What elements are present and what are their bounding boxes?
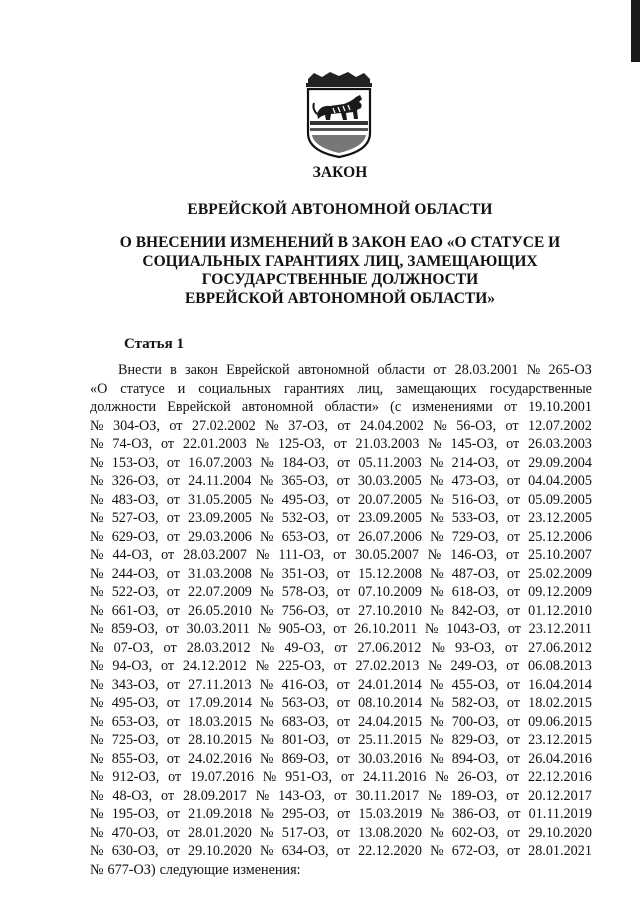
region-title: ЕВРЕЙСКОЙ АВТОНОМНОЙ ОБЛАСТИ bbox=[187, 201, 493, 218]
subject-line: ЕВРЕЙСКОЙ АВТОНОМНОЙ ОБЛАСТИ» bbox=[184, 289, 496, 307]
body-line: № 48-ОЗ, от 28.09.2017 № 143-ОЗ, от 30.11.2017 № 189-ОЗ, от 20.12.2017 bbox=[90, 787, 592, 804]
body-line: № 527-ОЗ, от 23.09.2005 № 532-ОЗ, от 23.09.2005 № 533-ОЗ, от 23.12.2005 bbox=[90, 510, 592, 526]
coat-of-arms-emblem bbox=[300, 71, 378, 159]
subject-line: О ВНЕСЕНИИ ИЗМЕНЕНИЙ В ЗАКОН ЕАО «О СТАТУСЕ И bbox=[119, 234, 561, 251]
body-line: № 470-ОЗ, от 28.01.2020 № 517-ОЗ, от 13.08.2020 № 602-ОЗ, от 29.10.2020 bbox=[90, 824, 592, 841]
body-line: № 677-ОЗ) следующие изменения: bbox=[90, 861, 301, 878]
body-line: № 859-ОЗ, от 30.03.2011 № 905-ОЗ, от 26.10.2011 № 1043-ОЗ, от 23.12.2011 bbox=[90, 621, 592, 637]
body-line: № 326-ОЗ, от 24.11.2004 № 365-ОЗ, от 30.03.2005 № 473-ОЗ, от 04.04.2005 bbox=[90, 473, 592, 489]
law-title: ЗАКОН bbox=[312, 164, 368, 181]
scan-edge-mark bbox=[631, 0, 640, 62]
body-line: № 304-ОЗ, от 27.02.2002 № 37-ОЗ, от 24.04.2002 № 56-ОЗ, от 12.07.2002 bbox=[90, 417, 592, 434]
body-line: № 07-ОЗ, от 28.03.2012 № 49-ОЗ, от 27.06.2012 № 93-ОЗ, от 27.06.2012 bbox=[90, 639, 592, 656]
body-line: № 912-ОЗ, от 19.07.2016 № 951-ОЗ, от 24.11.2016 № 26-ОЗ, от 22.12.2016 bbox=[90, 769, 592, 785]
body-line: «О статусе и социальных гарантиях лиц, замещающих государственные bbox=[90, 380, 592, 397]
body-line: № 195-ОЗ, от 21.09.2018 № 295-ОЗ, от 15.03.2019 № 386-ОЗ, от 01.11.2019 bbox=[90, 806, 592, 822]
body-line: № 94-ОЗ, от 24.12.2012 № 225-ОЗ, от 27.02.2013 № 249-ОЗ, от 06.08.2013 bbox=[90, 658, 592, 674]
body-line: № 343-ОЗ, от 27.11.2013 № 416-ОЗ, от 24.01.2014 № 455-ОЗ, от 16.04.2014 bbox=[90, 676, 592, 693]
body-line: № 153-ОЗ, от 16.07.2003 № 184-ОЗ, от 05.11.2003 № 214-ОЗ, от 29.09.2004 bbox=[90, 454, 592, 471]
article-body bbox=[90, 361, 592, 879]
body-line: № 630-ОЗ, от 29.10.2020 № 634-ОЗ, от 22.12.2020 № 672-ОЗ, от 28.01.2021 bbox=[90, 843, 592, 859]
body-line: должности Еврейской автономной области» (с изменениями от 19.10.2001 bbox=[90, 399, 592, 415]
article-heading: Статья 1 bbox=[124, 336, 184, 352]
body-line: Внести в закон Еврейской автономной области от 28.03.2001 № 265-ОЗ bbox=[118, 362, 592, 378]
body-line: № 725-ОЗ, от 28.10.2015 № 801-ОЗ, от 25.11.2015 № 829-ОЗ, от 23.12.2015 bbox=[90, 732, 592, 748]
body-line: № 661-ОЗ, от 26.05.2010 № 756-ОЗ, от 27.10.2010 № 842-ОЗ, от 01.12.2010 bbox=[90, 602, 592, 619]
body-line: № 522-ОЗ, от 22.07.2009 № 578-ОЗ, от 07.10.2009 № 618-ОЗ, от 09.12.2009 bbox=[90, 584, 592, 600]
body-line: № 74-ОЗ, от 22.01.2003 № 125-ОЗ, от 21.03.2003 № 145-ОЗ, от 26.03.2003 bbox=[90, 436, 592, 452]
body-line: № 855-ОЗ, от 24.02.2016 № 869-ОЗ, от 30.03.2016 № 894-ОЗ, от 26.04.2016 bbox=[90, 750, 592, 767]
subject-line: СОЦИАЛЬНЫХ ГАРАНТИЯХ ЛИЦ, ЗАМЕЩАЮЩИХ bbox=[142, 252, 538, 270]
body-line: № 244-ОЗ, от 31.03.2008 № 351-ОЗ, от 15.12.2008 № 487-ОЗ, от 25.02.2009 bbox=[90, 565, 592, 582]
subject-line: ГОСУДАРСТВЕННЫЕ ДОЛЖНОСТИ bbox=[201, 271, 479, 288]
body-line: № 495-ОЗ, от 17.09.2014 № 563-ОЗ, от 08.10.2014 № 582-ОЗ, от 18.02.2015 bbox=[90, 695, 592, 711]
body-line: № 629-ОЗ, от 29.03.2006 № 653-ОЗ, от 26.07.2006 № 729-ОЗ, от 25.12.2006 bbox=[90, 528, 592, 545]
body-line: № 653-ОЗ, от 18.03.2015 № 683-ОЗ, от 24.04.2015 № 700-ОЗ, от 09.06.2015 bbox=[90, 713, 592, 730]
body-line: № 44-ОЗ, от 28.03.2007 № 111-ОЗ, от 30.05.2007 № 146-ОЗ, от 25.10.2007 bbox=[90, 547, 592, 563]
law-subject bbox=[0, 234, 640, 308]
body-line: № 483-ОЗ, от 31.05.2005 № 495-ОЗ, от 20.07.2005 № 516-ОЗ, от 05.09.2005 bbox=[90, 491, 592, 508]
